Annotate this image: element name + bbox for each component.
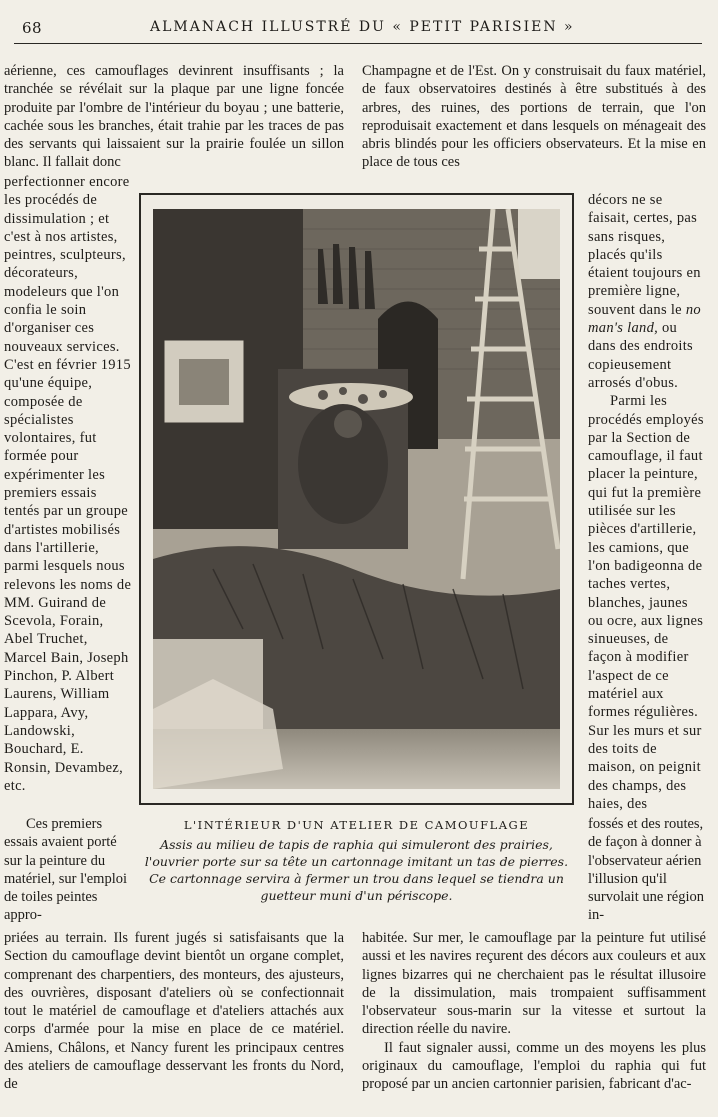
article-text-left-middle	[4, 815, 132, 925]
article-text-right-top	[362, 62, 706, 172]
paragraph: perfectionner encore les procédés de dissimulation ; et c'est à nos artistes, peintres, sculpteurs, décorateurs, modeleurs que l'on confia le soin d'organiser ces nouveaux services. C'est en février 1915 qu'une équipe, composée de spécialistes volontaires, fut formée pour expérimenter les premiers essais tentés par un groupe d'artistes mobilisés dans l'artillerie, parmi lesquels nous relevons les noms de MM. Guirand de Scevola, Forain, Abel Truchet, Marcel Bain, Joseph Pinchon, P. Albert Laurens, William Lappara, Avy, Landowski, Bouchard, E. Ronsin, Devambez, etc.	[4, 174, 132, 794]
text-run: décors ne se faisait, certes, pas sans risques, placés qu'ils étaient toujours en première ligne, souvent dans le	[588, 192, 701, 318]
paragraph: Il faut signaler aussi, comme un des moyens les plus originaux du camouflage, l'emploi du raphia qui fut proposé par un ancien cartonnier parisien, fabricant d'ac-	[362, 1039, 706, 1093]
page-number: 68	[22, 19, 43, 37]
page-header	[0, 0, 718, 46]
paragraph: Champagne et de l'Est. On y construisait du faux matériel, de faux observatoires destinés à être substitués à des arbres, des ruines, des portions de terrain, que l'on reproduisait exactement et dans lesquels on ménageait des abris blindés pour les officiers observateurs. Et la mise en place de tous ces	[362, 63, 706, 171]
paragraph: Ces premiers essais avaient porté sur la peinture du matériel, sur l'emploi de toiles peintes appro-	[4, 816, 128, 924]
figure-caption-text: Assis au milieu de tapis de raphia qui simuleront des prairies, l'ouvrier porte sur sa tête un cartonnage imitant un tas de pierres. Ce cartonnage servira à fermer un trou dans lequel se tiendra un guetteur muni d'un périscope.	[144, 837, 569, 903]
paragraph: aérienne, ces camouflages devinrent insuffisants ; la tranchée se révélait sur la plaque par une ligne foncée produite par l'ombre de l'intérieur du boyau ; une batterie, cachée sous les branches, était trahie par les traces de pas des servants qui laissaient sur la prairie foulée un sillon blanc. Il fallait donc	[4, 63, 344, 171]
camouflage-workshop-photo	[153, 209, 560, 789]
article-text-bottom-right	[362, 929, 706, 1094]
text-run: ou dans des endroits copieusement arrosés d'obus.	[588, 320, 693, 391]
running-title: ALMANACH ILLUSTRÉ DU « PETIT PARISIEN »	[150, 19, 575, 35]
article-text-left-top	[4, 62, 344, 172]
paragraph: fossés et des routes, de façon à donner à l'observateur aérien l'illusion qu'il survolait une région in-	[588, 816, 704, 924]
window	[518, 209, 560, 279]
figure-frame	[139, 193, 574, 805]
italic-phrase: no man's land,	[588, 301, 701, 337]
photo-illustration	[153, 209, 560, 789]
article-text-right-column	[588, 191, 706, 813]
article-text-left-column	[4, 173, 132, 795]
header-rule	[14, 43, 702, 44]
article-text-bottom-left	[4, 929, 344, 1094]
paragraph: priées au terrain. Ils furent jugés si satisfaisants que la Section du camouflage devint bientôt un organe complet, comprenant des charpentiers, des monteurs, des ajusteurs, des ouvrières, disposant d'ateliers où se confectionnait tout le matériel de camouflage et d'ateliers attachés aux corps d'armée pour la mise en place de ce matériel. Amiens, Châlons, et Nancy furent les principaux centres des ateliers de camouflage desservant les fronts du Nord, de	[4, 930, 344, 1093]
paragraph: Parmi les procédés employés par la Section de camouflage, il faut placer la peinture, qui fut la première utilisée sur les pièces d'artillerie, les camions, que l'on badigeonna de taches vertes, blanches, jaunes ou ocre, aux lignes sinueuses, de façon à modifier l'aspect de ce matériel aux formes régulières. Sur les murs et sur des toits de maison, on peignit des champs, des haies, des	[588, 393, 704, 812]
paragraph	[588, 191, 706, 392]
figure-caption-title: L'INTÉRIEUR D'UN ATELIER DE CAMOUFLAGE	[183, 818, 530, 832]
paragraph: habitée. Sur mer, le camouflage par la peinture fut utilisé aussi et les navires reçurent des décors aux couleurs et aux lignes bizarres qui ne cherchaient pas le résultat illusoire de la dissimulation, mais trompaient suffisamment l'observateur sous-marin sur la vitesse et surtout la direction réelle du navire.	[362, 930, 706, 1038]
article-text-right-middle	[588, 815, 706, 925]
